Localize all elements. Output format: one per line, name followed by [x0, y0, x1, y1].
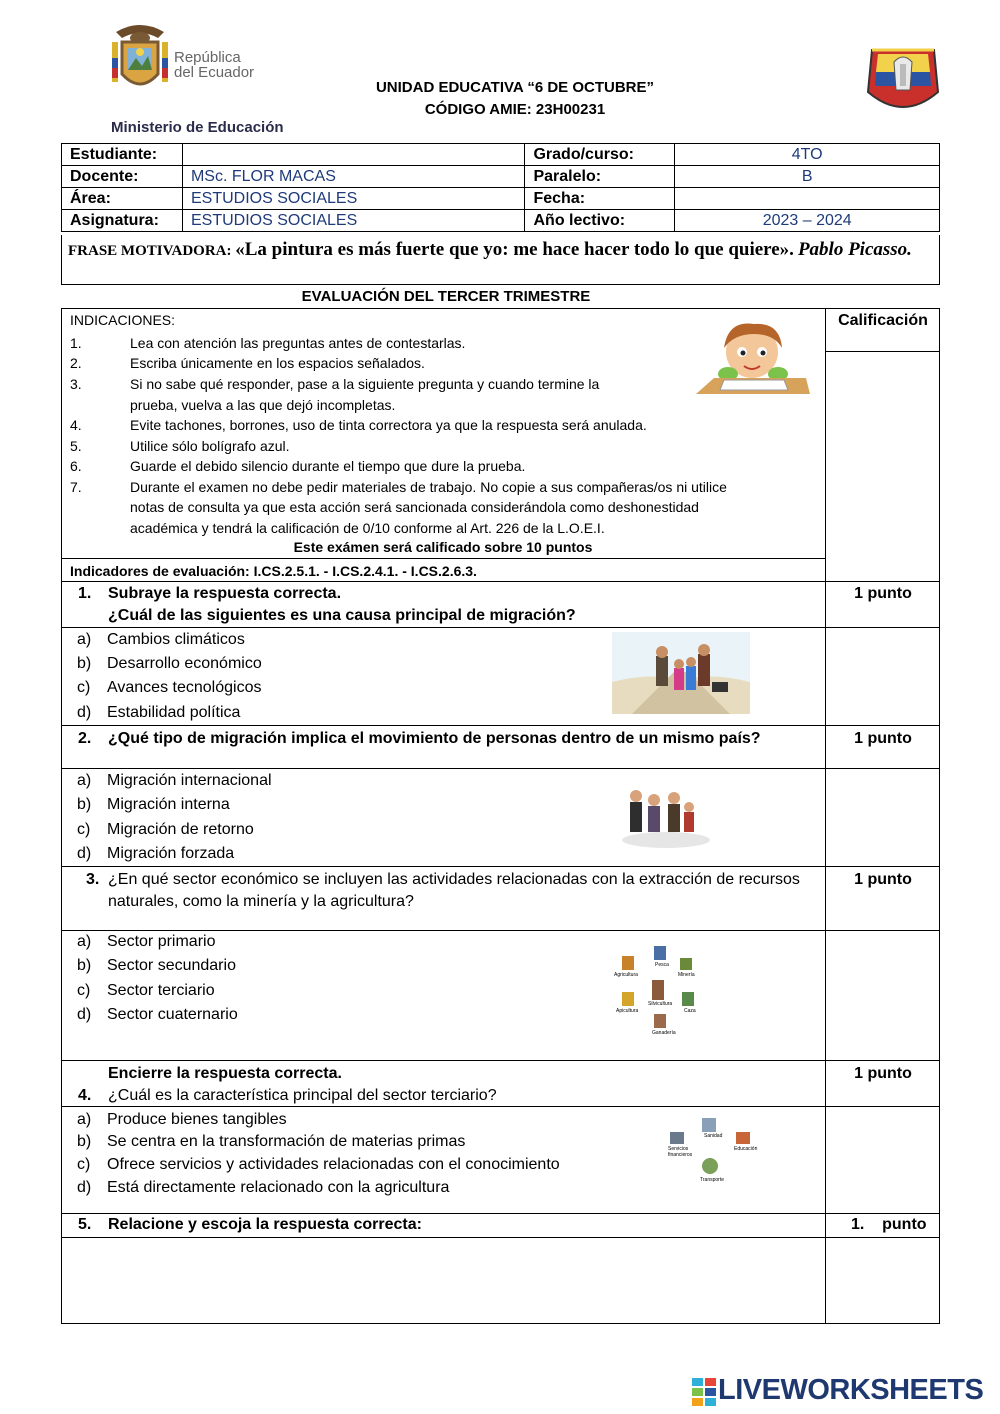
grid-line	[61, 768, 940, 769]
instruction-item: 6. Guarde el debido silencio durante el tiempo que dure la prueba.	[70, 458, 526, 474]
instruction-item: 5. Utilice sólo bolígrafo azul.	[70, 438, 290, 454]
motivation-quote: «La pintura es más fuerte que yo: me hace hacer todo lo que quiere».	[235, 239, 794, 260]
answer-option[interactable]: c) Sector terciario	[77, 982, 215, 999]
coat-of-arms-icon	[108, 22, 172, 100]
student-label: Estudiante:	[62, 144, 183, 166]
year-label: Año lectivo:	[525, 210, 675, 232]
primary-sector-diagram: Agricultura Pesca Minería Silvicultura Caza Apicultura Ganadería	[612, 942, 704, 1042]
instruction-item: 3. Si no sabe qué responder, pase a la siguiente pregunta y cuando termine la	[70, 376, 600, 392]
instruction-item: 4. Evite tachones, borrones, uso de tinta correctora ya que la respuesta será anulada.	[70, 417, 647, 433]
answer-option[interactable]: d) Sector cuaternario	[77, 1006, 238, 1023]
motivation-author: Pablo Picasso.	[797, 239, 912, 260]
area-label: Área:	[62, 188, 183, 210]
date-label: Fecha:	[525, 188, 675, 210]
student-illustration	[694, 318, 812, 400]
teacher-label: Docente:	[62, 166, 183, 188]
instruction-item: 7. Durante el examen no debe pedir materiales de trabajo. No copie a sus compañeras/os ni utilice	[70, 479, 727, 495]
grade-header: Calificación	[838, 312, 928, 329]
instructions-title: INDICACIONES:	[70, 312, 176, 328]
answer-option[interactable]: b) Desarrollo económico	[77, 655, 262, 672]
question-instruction: Encierre la respuesta correcta.	[108, 1065, 342, 1082]
migration-illustration	[612, 632, 750, 714]
motivation-label: FRASE MOTIVADORA:	[68, 243, 236, 259]
answer-option[interactable]: a) Sector primario	[77, 933, 216, 950]
answer-option[interactable]: d) Migración forzada	[77, 845, 235, 862]
answer-option[interactable]: a) Produce bienes tangibles	[77, 1111, 287, 1128]
info-row	[62, 144, 940, 166]
grid-line	[825, 351, 940, 352]
migrating-family-icon	[612, 632, 750, 714]
answer-option[interactable]: c) Avances tecnológicos	[77, 679, 262, 696]
liveworksheets-logo-icon	[692, 1378, 716, 1406]
question-points: 1 punto	[854, 730, 912, 747]
student-field[interactable]	[182, 144, 525, 166]
motivation-box	[61, 235, 940, 285]
answer-option[interactable]: b) Se centra en la transformación de materias primas	[77, 1133, 466, 1150]
answer-option[interactable]: d) Está directamente relacionado con la agricultura	[77, 1179, 450, 1196]
info-row	[62, 210, 940, 232]
student-info-table	[61, 143, 940, 232]
grade-value: 4TO	[675, 144, 940, 166]
date-field[interactable]	[675, 188, 940, 210]
answer-option[interactable]: a) Migración internacional	[77, 772, 272, 789]
question-text: ¿Qué tipo de migración implica el movimiento de personas dentro de un mismo país?	[108, 730, 761, 747]
people-walking-icon	[620, 784, 712, 848]
boy-reading-icon	[694, 318, 812, 400]
scoring-note: Este exámen será calificado sobre 10 puntos	[293, 539, 593, 555]
question-points: 1 punto	[854, 585, 912, 602]
question-points: 1 punto	[854, 871, 912, 888]
subject-label: Asignatura:	[62, 210, 183, 232]
parallel-value: B	[675, 166, 940, 188]
question-number: 3.	[86, 871, 100, 888]
logo-text: República del Ecuador	[174, 49, 255, 81]
year-value: 2023 – 2024	[675, 210, 940, 232]
question-text: Relacione y escoja la respuesta correcta:	[108, 1216, 422, 1233]
instruction-item: 2. Escriba únicamente en los espacios señalados.	[70, 355, 425, 371]
question-number: 4.	[78, 1087, 92, 1104]
question-points: 1. punto	[851, 1216, 927, 1233]
grid-divider	[825, 308, 826, 1324]
answer-option[interactable]: b) Sector secundario	[77, 957, 236, 974]
instruction-item: notas de consulta ya que esta acción será sancionada considerándola como deshonestidad	[130, 499, 699, 515]
migration-group-illustration	[620, 784, 712, 848]
question-text: ¿Cuál de las siguientes es una causa principal de migración?	[108, 607, 576, 624]
grid-line	[61, 1213, 940, 1214]
grid-line	[61, 627, 940, 628]
grid-line	[61, 930, 940, 931]
subject-value: ESTUDIOS SOCIALES	[182, 210, 525, 232]
instruction-item: 1. Lea con atención las preguntas antes de contestarlas.	[70, 335, 466, 351]
parallel-label: Paralelo:	[525, 166, 675, 188]
grid-line	[61, 1106, 940, 1107]
answer-option[interactable]: b) Migración interna	[77, 796, 230, 813]
school-crest-icon	[864, 42, 942, 118]
grade-label: Grado/curso:	[525, 144, 675, 166]
area-value: ESTUDIOS SOCIALES	[182, 188, 525, 210]
tertiary-sector-diagram: Sanidad Servicios financieros Educación Transporte	[666, 1116, 758, 1188]
question-instruction: Subraye la respuesta correcta.	[108, 585, 342, 602]
instruction-item: académica y tendrá la calificación de 0/10 conforme al Art. 226 de la L.O.E.I.	[130, 520, 605, 536]
ecuador-logo	[108, 22, 278, 102]
teacher-value: MSc. FLOR MACAS	[182, 166, 525, 188]
grid-line	[61, 866, 940, 867]
instruction-item: prueba, vuelva a las que dejó incompletas.	[130, 397, 396, 413]
grid-line	[61, 581, 940, 582]
school-crest	[864, 42, 942, 118]
answer-area[interactable]	[62, 1238, 824, 1322]
answer-option[interactable]: a) Cambios climáticos	[77, 631, 245, 648]
question-number: 1.	[78, 585, 92, 602]
info-row	[62, 188, 940, 210]
primary-activities-icon	[612, 942, 704, 1042]
grid-line	[61, 558, 825, 559]
ministry-label: Ministerio de Educación	[111, 119, 284, 136]
exam-title: EVALUACIÓN DEL TERCER TRIMESTRE	[301, 288, 591, 305]
grid-line	[61, 1060, 940, 1061]
question-text-line-2: naturales, como la minería y la agricultura?	[108, 893, 414, 910]
answer-option[interactable]: c) Migración de retorno	[77, 821, 254, 838]
grid-line	[61, 725, 940, 726]
question-points: 1 punto	[854, 1065, 912, 1082]
answer-option[interactable]: c) Ofrece servicios y actividades relacionadas con el conocimiento	[77, 1156, 560, 1173]
amie-code: CÓDIGO AMIE: 23H00231	[424, 101, 606, 118]
evaluation-indicators: Indicadores de evaluación: I.CS.2.5.1. - I.CS.2.4.1. - I.CS.2.6.3.	[70, 563, 477, 579]
question-text-line-1: ¿En qué sector económico se incluyen las actividades relacionadas con la extracción de recursos	[108, 871, 800, 888]
answer-option[interactable]: d) Estabilidad política	[77, 704, 241, 721]
question-text: ¿Cuál es la característica principal del sector terciario?	[108, 1087, 497, 1104]
question-number: 2.	[78, 730, 92, 747]
question-number: 5.	[78, 1216, 92, 1233]
info-row	[62, 166, 940, 188]
school-name: UNIDAD EDUCATIVA “6 DE OCTUBRE”	[375, 79, 655, 96]
